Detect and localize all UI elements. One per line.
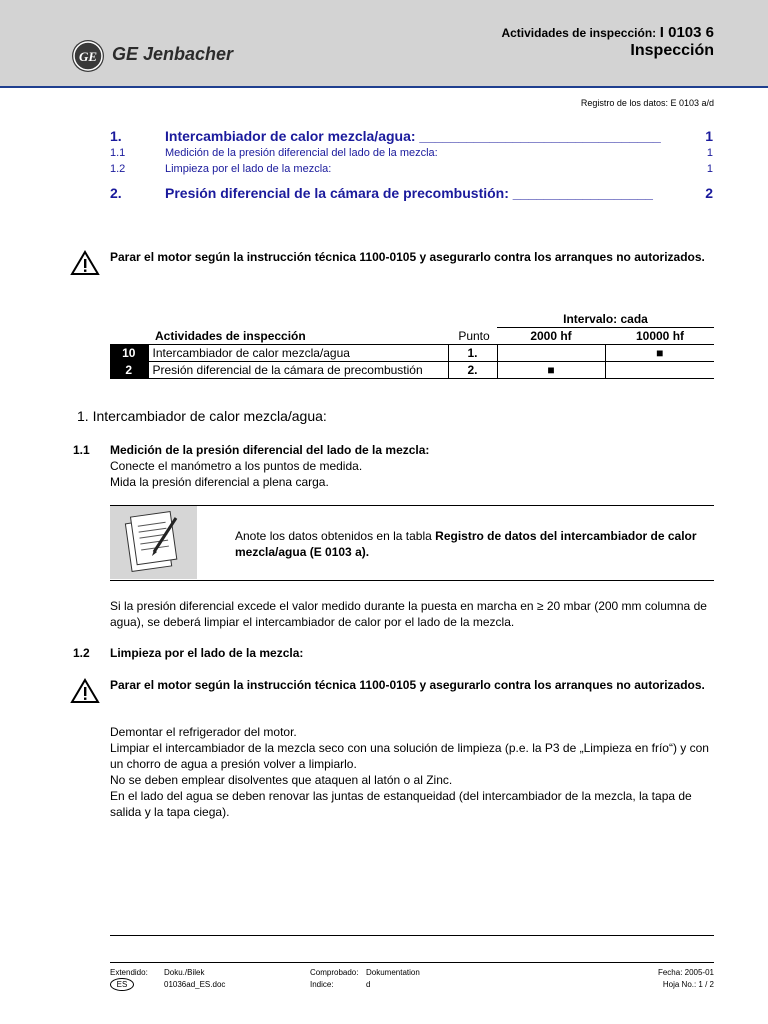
doc-date: Fecha: 2005-01 xyxy=(657,968,714,977)
mark-2000: ■ xyxy=(497,362,605,379)
issued-value: Doku./Bilek xyxy=(164,968,205,977)
pressure-paragraph: Si la presión diferencial excede el valor medido durante la puesta en marcha en ≥ 20 mbar (200 mm columna de agua), se deberá limpiar el intercambiador de calor por el lado de la mezcla. xyxy=(110,599,707,629)
toc-item-1-2[interactable] xyxy=(110,163,713,175)
activities-table xyxy=(110,344,714,379)
step-paragraph: Limpiar el intercambiador de la mezcla seco con una solución de limpieza (p.e. la P3 de „Limpieza en frío“) y con un chorro de agua a presión volver a limpiarlo. xyxy=(110,741,709,771)
toc-item-2[interactable] xyxy=(110,185,713,201)
toc-page: 1 xyxy=(706,163,713,175)
doc-code: I 0103 6 xyxy=(659,24,714,41)
col-point-header: Punto xyxy=(458,329,490,343)
table-row xyxy=(110,345,714,362)
note-top-rule xyxy=(110,505,714,506)
note-bottom-rule xyxy=(110,580,714,581)
file-name: 01036ad_ES.doc xyxy=(164,980,226,989)
cleaning-steps xyxy=(110,724,710,820)
note-text xyxy=(235,528,705,560)
index-label: Indice: xyxy=(310,980,334,989)
note-text-bold: Registro de datos del intercambiador de calor mezcla/agua (E 0103 a). xyxy=(235,529,697,559)
instruction-line: Conecte el manómetro a los puntos de medida. xyxy=(110,459,363,473)
data-record-ref: Registro de los datos: E 0103 a/d xyxy=(580,98,714,108)
step-paragraph: No se deben emplear disolventes que ataquen al latón o al Zinc. xyxy=(110,773,453,787)
activity-point: 1. xyxy=(448,345,497,362)
page-number: Hoja No.: 1 / 2 xyxy=(662,980,714,989)
ge-logo-icon xyxy=(72,40,104,72)
footer-rule xyxy=(110,935,714,936)
index-value: d xyxy=(366,980,371,989)
svg-text:GE: GE xyxy=(78,49,98,64)
toc-title: Medición de la presión diferencial del lado de la mezcla: xyxy=(165,147,438,159)
checked-value: Dokumentation xyxy=(366,968,420,977)
section-1-1-title: Medición de la presión diferencial del lado de la mezcla: xyxy=(110,443,430,457)
activity-code: 2 xyxy=(110,362,148,379)
section-1-1-num: 1.1 xyxy=(73,443,90,457)
footer-rule-2 xyxy=(110,962,714,963)
warning-text: Parar el motor según la instrucción técnica 1100-0105 y asegurarlo contra los arranques no autorizados. xyxy=(110,678,705,692)
checked-label: Comprobado: xyxy=(310,968,359,977)
note-icon xyxy=(110,506,197,579)
doc-header-line xyxy=(501,24,714,41)
step-paragraph: Demontar el refrigerador del motor. xyxy=(110,725,297,739)
step-paragraph: En el lado del agua se deben renovar las juntas de estanqueidad (del intercambiador de la mezcla, la tapa de salida y la tapa ciega). xyxy=(110,789,692,819)
interval-rule xyxy=(497,327,714,328)
activity-point: 2. xyxy=(448,362,497,379)
header-divider xyxy=(0,86,768,88)
warning-text: Parar el motor según la instrucción técnica 1100-0105 y asegurarlo contra los arranques no autorizados. xyxy=(110,250,705,264)
mark-10000: ■ xyxy=(605,345,714,362)
brand-name: GE Jenbacher xyxy=(112,44,234,64)
instruction-line: Mida la presión diferencial a plena carga. xyxy=(110,475,329,489)
toc-title: Intercambiador de calor mezcla/agua: _______________________________ xyxy=(165,128,661,144)
toc-title: Limpieza por el lado de la mezcla: xyxy=(165,163,332,175)
toc-item-1-1[interactable] xyxy=(110,147,713,159)
toc-num: 1.1 xyxy=(110,147,126,159)
warning-icon xyxy=(70,678,100,709)
toc-num: 2. xyxy=(110,185,122,201)
toc-num: 1. xyxy=(110,128,122,144)
mark-10000 xyxy=(605,362,714,379)
interval-header: Intervalo: cada xyxy=(563,312,648,326)
section-1-2-title: Limpieza por el lado de la mezcla: xyxy=(110,646,304,660)
col-10000-header: 10000 hf xyxy=(635,329,685,343)
toc-num: 1.2 xyxy=(110,163,126,175)
section-1-2-num: 1.2 xyxy=(73,646,90,660)
toc-page: 2 xyxy=(705,185,713,201)
note-text-plain: Anote los datos obtenidos en la tabla xyxy=(235,529,436,543)
language-badge: ES xyxy=(110,978,134,991)
toc-title: Presión diferencial de la cámara de precombustión: __________________ xyxy=(165,185,653,201)
issued-label: Extendido: xyxy=(110,968,148,977)
section-1-heading: 1. Intercambiador de calor mezcla/agua: xyxy=(77,408,327,424)
activity-name: Presión diferencial de la cámara de precombustión xyxy=(148,362,448,379)
mark-2000 xyxy=(497,345,605,362)
page-title: Inspección xyxy=(630,42,714,59)
activity-code: 10 xyxy=(110,345,148,362)
toc-page: 1 xyxy=(705,128,713,144)
col-2000-header: 2000 hf xyxy=(530,329,572,343)
table-row xyxy=(110,362,714,379)
activity-name: Intercambiador de calor mezcla/agua xyxy=(148,345,448,362)
toc-page: 1 xyxy=(706,147,713,159)
col-activities-header: Actividades de inspección xyxy=(155,329,306,343)
toc-item-1[interactable] xyxy=(110,128,713,144)
activity-label: Actividades de inspección: xyxy=(501,26,657,40)
warning-icon xyxy=(70,250,100,281)
